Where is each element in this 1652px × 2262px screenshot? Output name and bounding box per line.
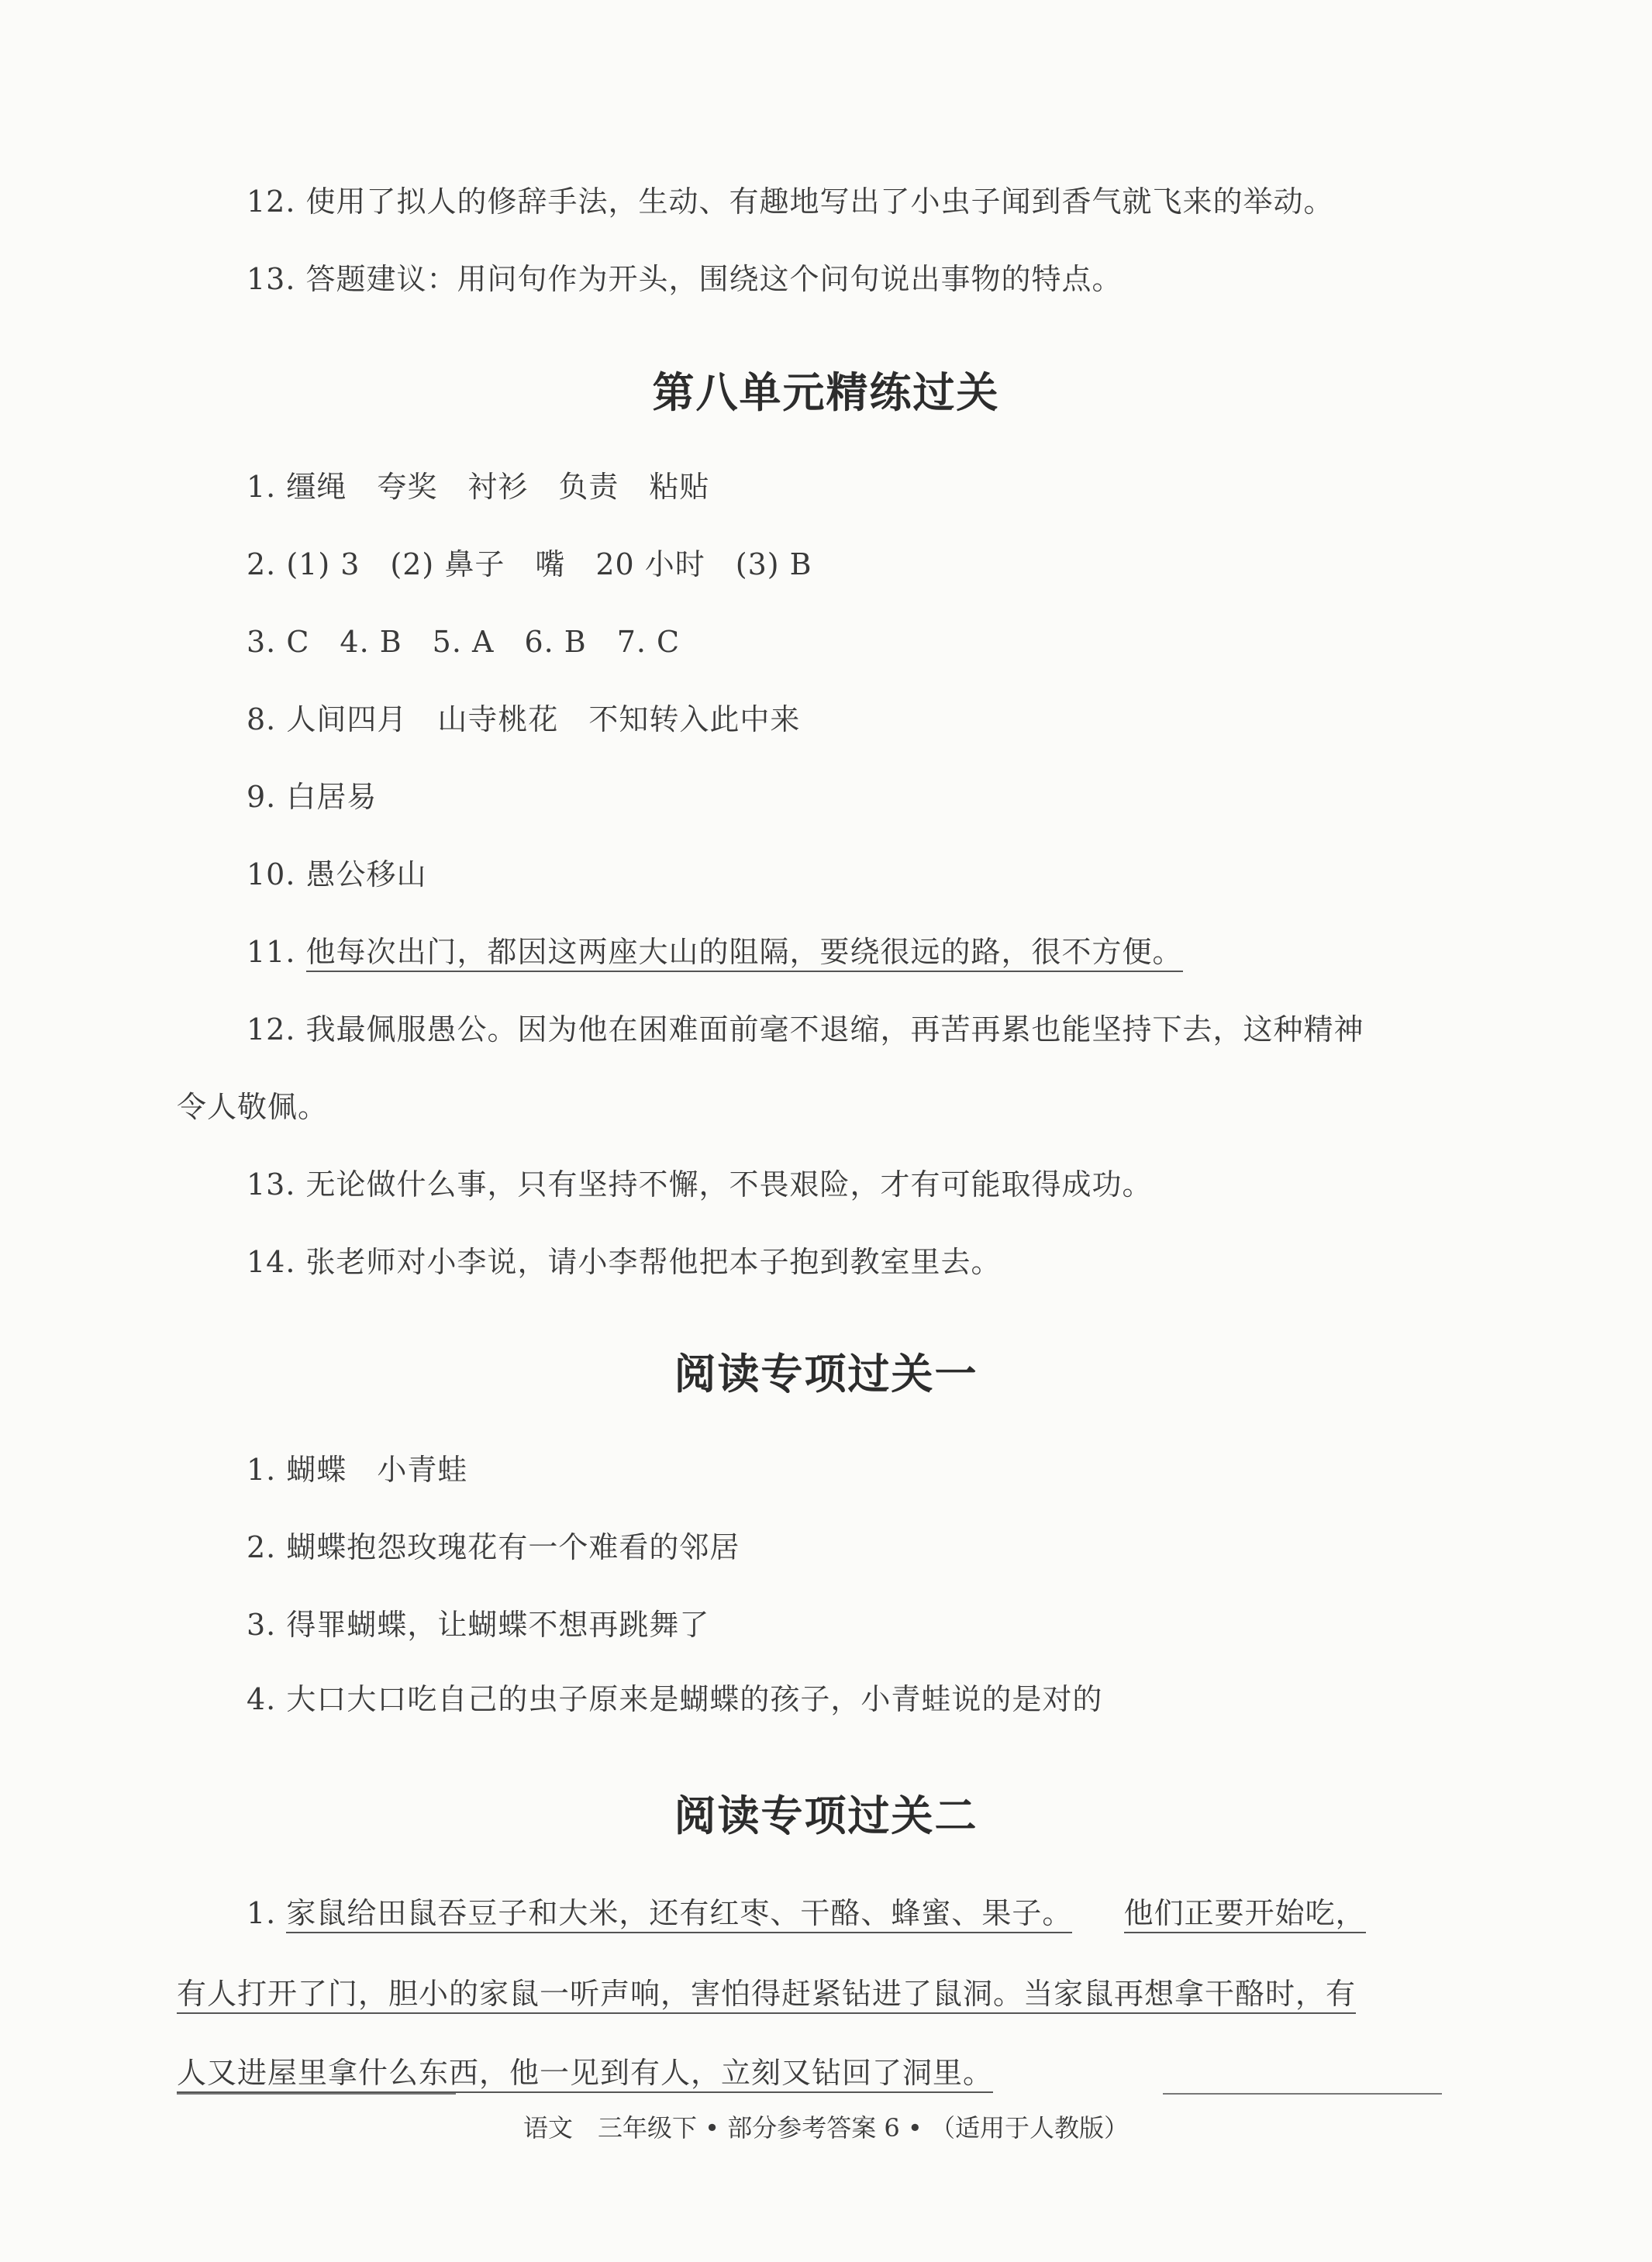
reading1-answer-3: 3. 得罪蝴蝶，让蝴蝶不想再跳舞了 bbox=[247, 1608, 710, 1642]
section-title-reading2: 阅读专项过关二 bbox=[674, 1791, 978, 1840]
unit8-answer-8: 8. 人间四月 山寺桃花 不知转入此中来 bbox=[247, 702, 801, 736]
answer-13-intro: 13. 答题建议：用问句作为开头，围绕这个问句说出事物的特点。 bbox=[247, 262, 1123, 296]
unit8-answer-10: 10. 愚公移山 bbox=[247, 857, 427, 891]
unit8-answer-12-line1: 12. 我最佩服愚公。因为他在困难面前毫不退缩，再苦再累也能坚持下去，这种精神 bbox=[247, 1012, 1364, 1047]
unit8-answer-1: 1. 缰绳 夸奖 衬衫 负责 粘贴 bbox=[247, 470, 710, 504]
reading2-answer-1-number: 1. bbox=[247, 1896, 277, 1930]
reading2-answer-1-line1 bbox=[247, 1895, 1366, 1932]
unit8-answer-9: 9. 白居易 bbox=[247, 780, 378, 814]
reading2-answer-1-underlined-c: 有人打开了门，胆小的家鼠一听声响，害怕得赶紧钻进了鼠洞。当家鼠再想拿干酪时，有 bbox=[177, 1977, 1356, 2014]
reading2-answer-1-line2 bbox=[177, 1975, 1356, 2012]
footer-rule-right bbox=[1163, 2093, 1442, 2095]
answer-12-intro: 12. 使用了拟人的修辞手法，生动、有趣地写出了小虫子闻到香气就飞来的举动。 bbox=[247, 184, 1334, 219]
unit8-answer-3-7: 3. C 4. B 5. A 6. B 7. C bbox=[247, 625, 681, 659]
reading1-answer-2: 2. 蝴蝶抱怨玫瑰花有一个难看的邻居 bbox=[247, 1530, 740, 1564]
unit8-answer-2: 2. (1) 3 (2) 鼻子 嘴 20 小时 (3) B bbox=[247, 547, 812, 581]
unit8-answer-14: 14. 张老师对小李说，请小李帮他把本子抱到教室里去。 bbox=[247, 1245, 1002, 1279]
unit8-answer-11-underlined: 他每次出门，都因这两座大山的阻隔，要绕很远的路，很不方便。 bbox=[306, 935, 1183, 972]
reading2-answer-1-underlined-d: 人又进屋里拿什么东西，他一见到有人，立刻又钻回了洞里。 bbox=[177, 2056, 993, 2093]
section-title-reading1: 阅读专项过关一 bbox=[674, 1349, 978, 1398]
unit8-answer-11-number: 11. bbox=[247, 935, 296, 969]
page-footer bbox=[0, 2109, 1652, 2144]
reading1-answer-1: 1. 蝴蝶 小青蛙 bbox=[247, 1453, 468, 1487]
footer-rule-left bbox=[177, 2093, 456, 2095]
reading2-answer-1-line3 bbox=[177, 2054, 993, 2091]
unit8-answer-13: 13. 无论做什么事，只有坚持不懈，不畏艰险，才有可能取得成功。 bbox=[247, 1167, 1153, 1202]
reading2-answer-1-underlined-a: 家鼠给田鼠吞豆子和大米，还有红枣、干酪、蜂蜜、果子。 bbox=[286, 1896, 1072, 1933]
reading1-answer-4: 4. 大口大口吃自己的虫子原来是蝴蝶的孩子，小青蛙说的是对的 bbox=[247, 1682, 1103, 1716]
reading2-answer-1-underlined-b: 他们正要开始吃， bbox=[1124, 1896, 1366, 1933]
unit8-answer-11 bbox=[247, 933, 1183, 971]
footer-text: 语文 三年级下 • 部分参考答案 6 • （适用于人教版） bbox=[509, 2113, 1143, 2143]
unit8-answer-12-line2: 令人敬佩。 bbox=[177, 1090, 329, 1124]
section-title-unit8: 第八单元精练过关 bbox=[652, 367, 1000, 417]
